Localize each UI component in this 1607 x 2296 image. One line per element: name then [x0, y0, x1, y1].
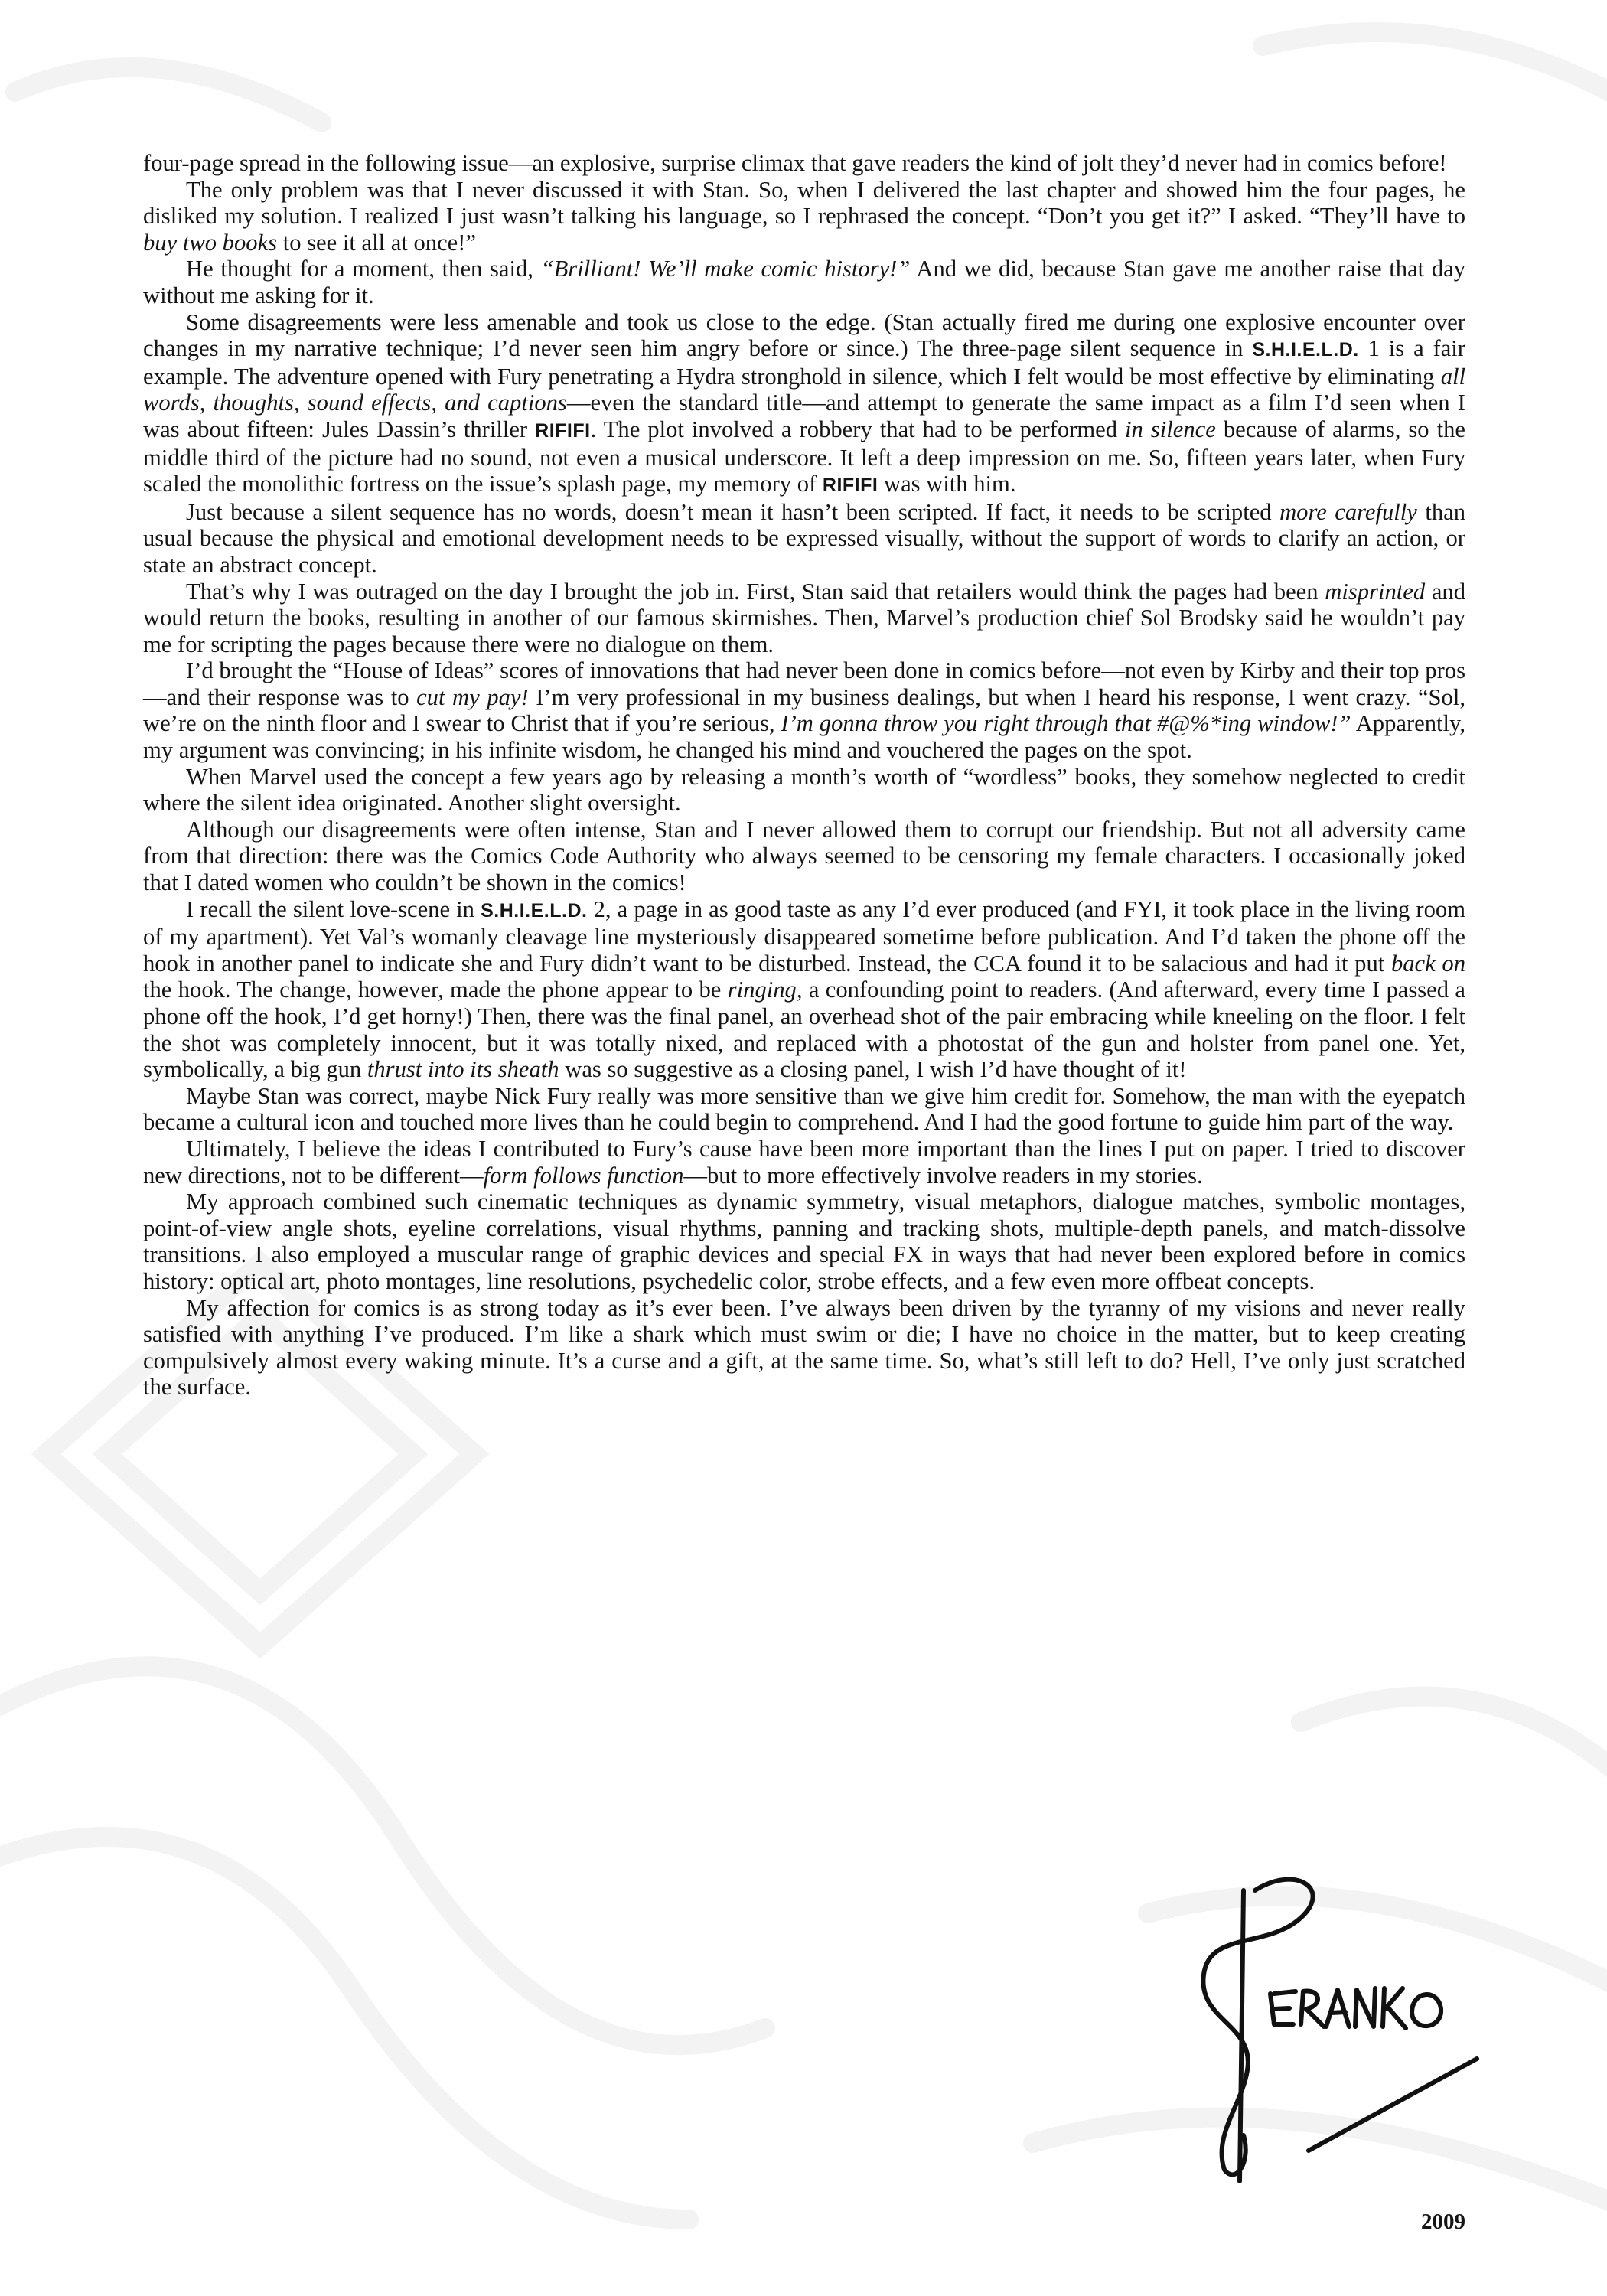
paragraph — [143, 1083, 1465, 1136]
italic-text: I’m gonna throw you right through that #@%*ing window!” — [781, 710, 1351, 737]
paragraph — [143, 1136, 1465, 1189]
text-run: four-page spread in the following issue—an explosive, surprise climax that gave readers the kind of jolt they’d never had in comics before! — [143, 150, 1447, 176]
paragraph — [143, 150, 1465, 177]
italic-text: cut my pay! — [416, 683, 529, 710]
text-run: I recall the silent love-scene in — [186, 895, 481, 922]
paragraph — [143, 1189, 1465, 1294]
text-run: Just because a silent sequence has no words, doesn’t mean it hasn’t been scripted. If fact, it needs to be scripted — [186, 498, 1280, 525]
article-body — [143, 150, 1465, 1401]
italic-text: all words, thoughts, sound effects, and captions — [143, 363, 1465, 416]
text-run: That’s why I was outraged on the day I brought the job in. First, Stan said that retailers would think the pages had been — [186, 578, 1325, 605]
text-run: I’d brought the “House of Ideas” scores of innovations that had never been done in comics before—not even by Kirby and their top pros—and their response was to — [143, 657, 1465, 710]
text-run: Maybe Stan was correct, maybe Nick Fury really was more sensitive than we give him credit for. Somehow, the man with the eyepatch became a cultural icon and touched more lives than he could begin to comprehend. And I had the good fortune to guide him part of the way. — [143, 1082, 1465, 1136]
italic-text: misprinted — [1325, 578, 1426, 605]
text-run: and would return the books, resulting in another of our famous skirmishes. Then, Marvel’s production chief Sol Brodsky said he wouldn’t pay me for scripting the pages because there were no dialogue on them. — [143, 578, 1465, 657]
paragraph — [143, 177, 1465, 256]
italic-text: in silence — [1125, 416, 1216, 442]
paragraph — [143, 817, 1465, 896]
text-run: I’m very professional in my business dealings, but when I heard his response, I went crazy. “Sol, we’re on the ninth floor and I swear to Christ that if you’re serious, — [143, 683, 1465, 737]
italic-text: “Brilliant! We’ll make comic history!” — [540, 256, 911, 282]
italic-text: back on — [1390, 950, 1465, 977]
title-text: S.H.I.E.L.D. — [481, 899, 588, 921]
text-run: 1 is a fair example. The adventure opened with Fury penetrating a Hydra stronghold in silence, which I felt would be most effective by eliminating — [143, 335, 1465, 390]
text-run: . The plot involved a robbery that had to be performed — [590, 416, 1126, 442]
text-run: the hook. The change, however, made the phone appear to be — [143, 977, 728, 1003]
paragraph — [143, 309, 1465, 499]
text-run: Some disagreements were less amenable and took us close to the edge. (Stan actually fired me during one explosive encounter over changes in my narrative technique; I’d never seen him angry before or since.) The three-page silent sequence in — [143, 308, 1465, 362]
text-run: —but to more effectively involve readers in my stories. — [683, 1162, 1203, 1189]
text-run: was with him. — [878, 471, 1016, 497]
text-run: The only problem was that I never discussed it with Stan. So, when I delivered the last chapter and showed him the four pages, he disliked my solution. I realized I just wasn’t talking his language, so I rephrased the concept. “Don’t you get it?” I asked. “They’ll have to — [143, 176, 1465, 230]
text-run: My affection for comics is as strong today as it’s ever been. I’ve always been driven by the tyranny of my visions and never really satisfied with anything I’ve produced. I’m like a shark which must swim or die; I have no choice in the matter, but to keep creating compulsively almost every waking minute. It’s a curse and a gift, at the same time. So, what’s still left to do? Hell, I’ve only just scratched the surface. — [143, 1294, 1465, 1401]
paragraph — [143, 256, 1465, 308]
paragraph — [143, 764, 1465, 817]
paragraph — [143, 896, 1465, 1083]
paragraph — [143, 1295, 1465, 1401]
signature-year: 2009 — [1421, 2210, 1465, 2234]
italic-text: buy two books — [143, 229, 278, 256]
paragraph — [143, 657, 1465, 763]
text-run: He thought for a moment, then said, — [186, 256, 541, 282]
text-run: a confounding point to readers. (And afterward, every time I passed a phone off the hook, I’d get horny!) Then, there was the final panel, an overhead shot of the pair embracing while kneeling on the floor. I felt the shot was completely innocent, but it was totally nixed, and replaced with a photostat of the gun and holster from panel one. Yet, symbolically, a big gun — [143, 977, 1465, 1083]
text-run: My approach combined such cinematic techniques as dynamic symmetry, visual metaphors, dialogue matches, symbolic montages, point-of-view angle shots, eyeline correlations, visual rhythms, panning and tracking shots, multiple-depth panels, and match-dissolve transitions. I also employed a muscular range of graphic devices and special FX in ways that had never been explored before in comics history: optical art, photo montages, line resolutions, psychedelic color, strobe effects, and a few even more offbeat concepts. — [143, 1189, 1465, 1294]
italic-text: more carefully — [1279, 498, 1417, 525]
text-run: 2, a page in as good taste as any I’d ever produced (and FYI, it took place in the living room of my apartment). Yet Val’s womanly cleavage line mysteriously disappeared sometime before publication. And I’d taken the phone off the hook in another panel to indicate she and Fury didn’t want to be disturbed. Instead, the CCA found it to be salacious and had it put — [143, 895, 1465, 977]
italic-text: thrust into its sheath — [367, 1056, 559, 1083]
italic-text: ringing, — [727, 977, 803, 1003]
title-text: RIFIFI — [535, 419, 591, 442]
text-run: Ultimately, I believe the ideas I contributed to Fury’s cause have been more important than the lines I put on paper. I tried to discover new directions, not to be different— — [143, 1135, 1465, 1189]
text-run: than usual because the physical and emotional development needs to be expressed visually, without the support of words to clarify an action, or state an abstract concept. — [143, 498, 1466, 578]
italic-text: form follows function — [483, 1162, 684, 1189]
text-run: Although our disagreements were often intense, Stan and I never allowed them to corrupt our friendship. But not all adversity came from that direction: there was the Comics Code Authority who always seemed to be censoring my female characters. I occasionally joked that I dated women who couldn’t be shown in the comics! — [143, 816, 1465, 896]
steranko-signature — [1182, 1860, 1481, 2189]
title-text: RIFIFI — [822, 475, 878, 497]
text-run: to see it all at once!” — [277, 229, 476, 256]
title-text: S.H.I.E.L.D. — [1252, 339, 1359, 361]
text-run: —even the standard title—and attempt to generate the same impact as a film I’d seen when I was about fifteen: Jules Dassin’s thriller — [143, 390, 1465, 442]
text-run: was so suggestive as a closing panel, I wish I’d have thought of it! — [559, 1056, 1187, 1083]
paragraph — [143, 579, 1465, 658]
text-run: Apparently, my argument was convincing; in his infinite wisdom, he changed his mind and vouchered the pages on the spot. — [143, 710, 1465, 764]
paragraph — [143, 499, 1465, 579]
text-run: And we did, because Stan gave me another raise that day without me asking for it. — [143, 256, 1466, 308]
text-run: because of alarms, so the middle third of the picture had no sound, not even a musical underscore. It left a deep impression on me. So, fifteen years later, when Fury scaled the monolithic fortress on the issue’s splash page, my memory of — [143, 416, 1465, 497]
text-run: When Marvel used the concept a few years ago by releasing a month’s worth of “wordless” books, they somehow neglected to credit where the silent idea originated. Another slight oversight. — [143, 763, 1465, 817]
